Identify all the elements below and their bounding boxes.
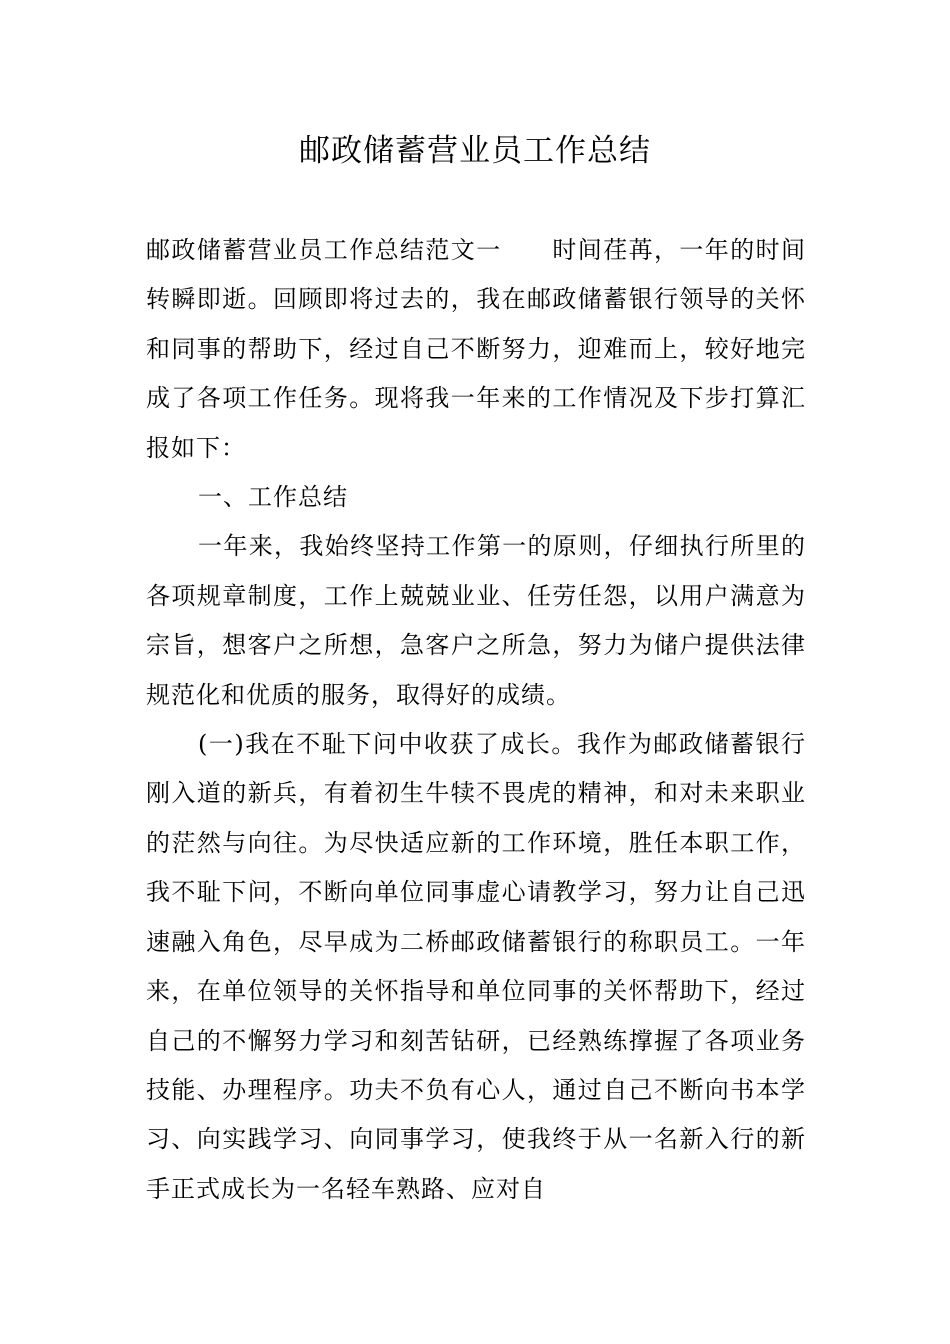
document-title: 邮政储蓄营业员工作总结 bbox=[299, 133, 651, 169]
paragraph-growth: (一)我在不耻下问中收获了成长。我作为邮政储蓄银行刚入道的新兵，有着初生牛犊不畏虎的精神，和对未来职业的茫然与向往。为尽快适应新的工作环境，胜任本职工作，我不耻下问，不断向单位同事虚心请教学习，努力让自己迅速融入角色，尽早成为二桥邮政储蓄银行的称职员工。一年来，在单位领导的关怀指导和单位同事的关怀帮助下，经过自己的不懈努力学习和刻苦钻研，已经熟练撑握了各项业务技能、办理程序。功夫不负有心人，通过自己不断向书本学习、向实践学习、向同事学习，使我终于从一名新入行的新手正式成长为一名轻车熟路、应对自 bbox=[146, 730, 806, 1203]
paragraph-summary: 一年来，我始终坚持工作第一的原则，仔细执行所里的各项规章制度，工作上兢兢业业、任劳任怨，以用户满意为宗旨，想客户之所想，急客户之所急，努力为储户提供法律规范化和优质的服务，取得好的成绩。 bbox=[146, 532, 806, 709]
document-body bbox=[146, 226, 806, 1214]
paragraph-intro: 邮政储蓄营业员工作总结范文一 时间荏苒，一年的时间转瞬即逝。回顾即将过去的，我在邮政储蓄银行领导的关怀和同事的帮助下，经过自己不断努力，迎难而上，较好地完成了各项工作任务。现将我一年来的工作情况及下步打算汇报如下： bbox=[146, 236, 806, 462]
section-heading: 一、工作总结 bbox=[198, 483, 348, 512]
